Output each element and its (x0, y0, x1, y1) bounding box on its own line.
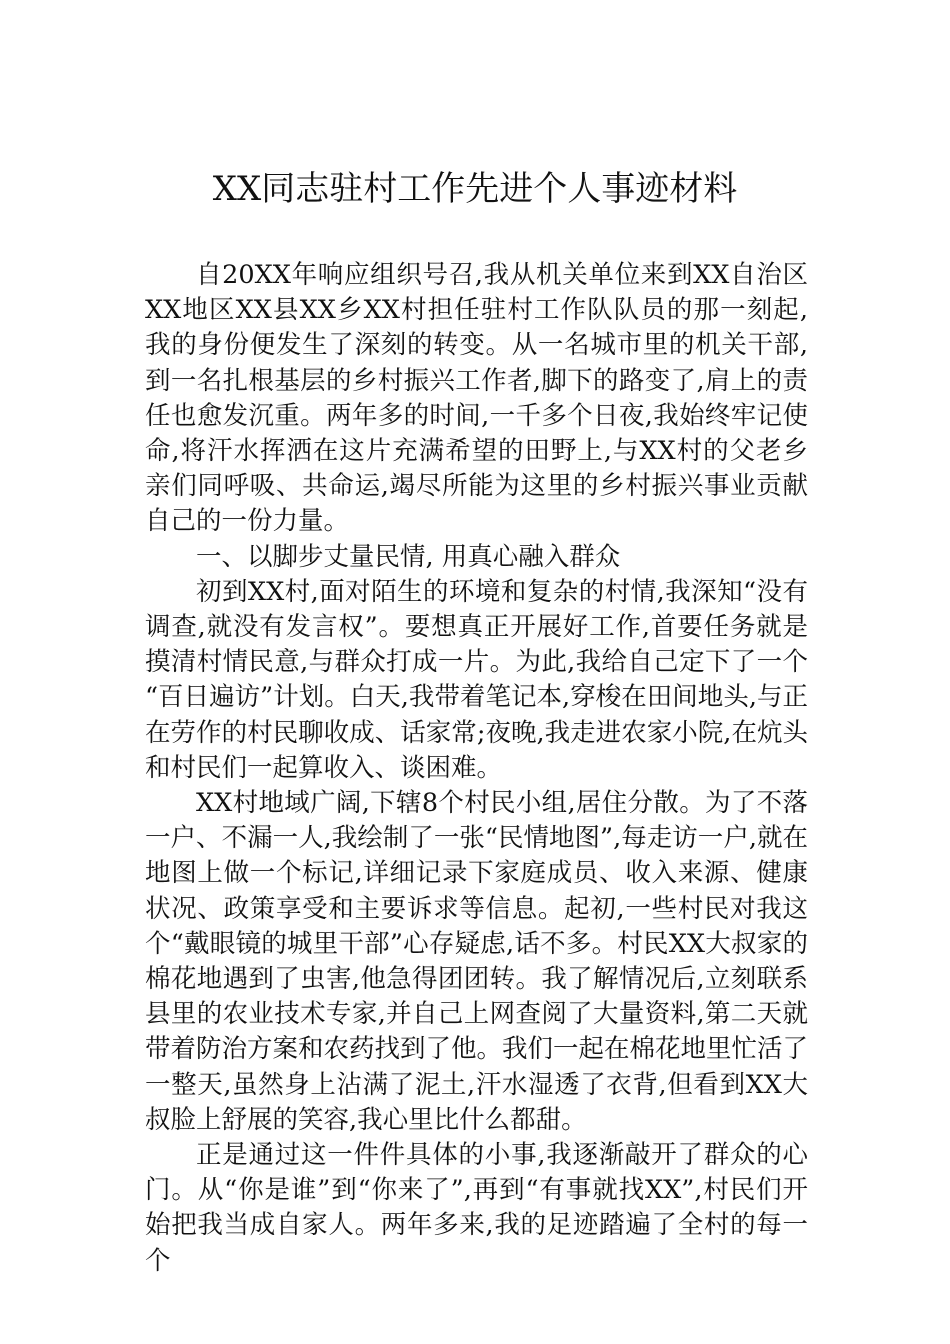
section-heading-1: 一、以脚步丈量民情, 用真心融入群众 (196, 541, 621, 572)
paragraph-trust: 正是通过这一件件具体的小事,我逐渐敲开了群众的心门。从“你是谁”到“你来了”,再到“有事就找XX”,村民们开始把我当成自家人。两年多来,我的足迹踏遍了全村的每一个 (145, 1140, 808, 1276)
paragraph-intro: 自20XX年响应组织号召,我从机关单位来到XX自治区XX地区XX县XX乡XX村担任驻村工作队队员的那一刻起,我的身份便发生了深刻的转变。从一名城市里的机关干部,到一名扎根基层的乡村振兴工作者,脚下的路变了,肩上的责任也愈发沉重。两年多的时间,一千多个日夜,我始终牢记使命,将汗水挥洒在这片充满希望的田野上,与XX村的父老乡亲们同呼吸、共命运,竭尽所能为这里的乡村振兴事业贡献自己的一份力量。 (145, 260, 808, 537)
paragraph-village-map: XX村地域广阔,下辖8个村民小组,居住分散。为了不落一户、不漏一人,我绘制了一张“民情地图”,每走访一户,就在地图上做一个标记,详细记录下家庭成员、收入来源、健康状况、政策享受和主要诉求等信息。起初,一些村民对我这个“戴眼镜的城里干部”心存疑虑,话不多。村民XX大叔家的棉花地遇到了虫害,他急得团团转。我了解情况后,立刻联系县里的农业技术专家,并自己上网查阅了大量资料,第二天就带着防治方案和农药找到了他。我们一起在棉花地里忙活了一整天,虽然身上沾满了泥土,汗水湿透了衣背,但看到XX大叔脸上舒展的笑容,我心里比什么都甜。 (145, 788, 809, 1135)
document-body (145, 258, 808, 1279)
document-title: XX同志驻村工作先进个人事迹材料 (212, 169, 738, 209)
paragraph-survey: 初到XX村,面对陌生的环境和复杂的村情,我深知“没有调查,就没有发言权”。要想真正开展好工作,首要任务就是摸清村情民意,与群众打成一片。为此,我给自己定下了一个“百日遍访”计划。白天,我带着笔记本,穿梭在田间地头,与正在劳作的村民聊收成、话家常;夜晚,我走进农家小院,在炕头和村民们一起算收入、谈困难。 (145, 576, 808, 783)
